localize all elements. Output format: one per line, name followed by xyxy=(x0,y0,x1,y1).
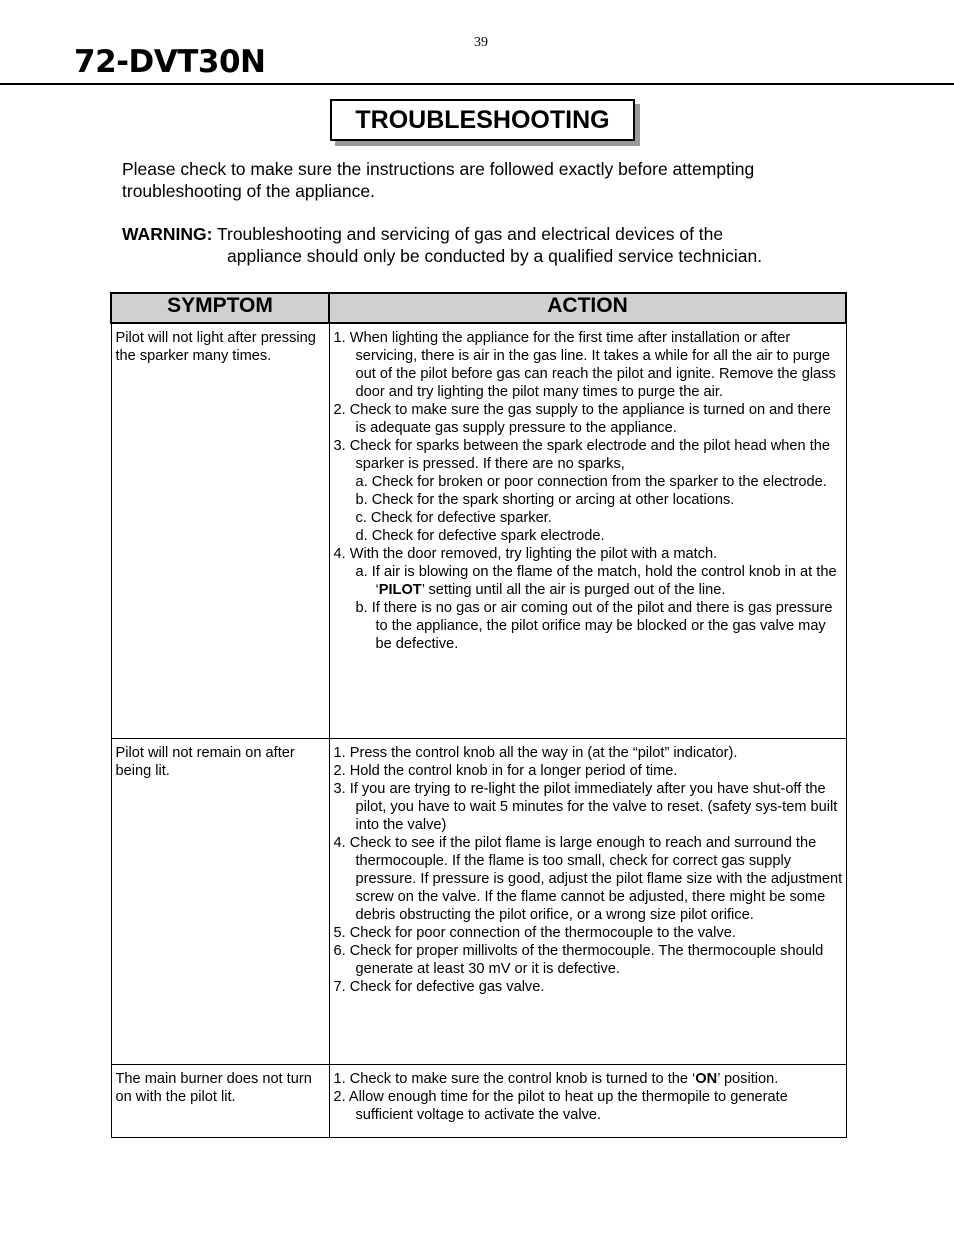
action-item: 2. Check to make sure the gas supply to the appliance is turned on and there is adequate gas supply pressure to the appliance. xyxy=(333,402,831,436)
intro-text: Please check to make sure the instructions are followed exactly before attempting troubleshooting of the appliance. xyxy=(122,159,755,201)
warning-line-1: Troubleshooting and servicing of gas and electrical devices of the xyxy=(212,224,724,244)
action-item: 6. Check for proper millivolts of the thermocouple. The thermocouple should generate at least 30 mV or it is defective. xyxy=(333,943,824,977)
action-item: 3. Check for sparks between the spark electrode and the pilot head when the sparker is pressed. If there are no sparks, xyxy=(333,438,830,472)
symptom-header: SYMPTOM xyxy=(111,293,329,323)
action-cell xyxy=(329,1065,846,1138)
table-header-row xyxy=(111,293,846,323)
action-item: 4. With the door removed, try lighting the pilot with a match. xyxy=(333,546,718,562)
symptom-cell: Pilot will not light after pressing the sparker many times. xyxy=(111,323,329,739)
warning-label: WARNING: xyxy=(122,224,213,244)
table-row xyxy=(111,739,846,1065)
table-row xyxy=(111,323,846,739)
action-emphasis: PILOT xyxy=(378,582,422,598)
action-item: d. Check for defective spark electrode. xyxy=(355,528,605,544)
section-title-box xyxy=(330,99,635,141)
troubleshooting-table xyxy=(110,292,847,1138)
page-number: 39 xyxy=(474,35,488,50)
symptom-cell: The main burner does not turn on with the pilot lit. xyxy=(111,1065,329,1138)
action-item: 2. Allow enough time for the pilot to heat up the thermopile to generate sufficient voltage to activate the valve. xyxy=(333,1089,788,1123)
warning-line-2: appliance should only be conducted by a qualified service technician. xyxy=(227,246,763,266)
action-item: 1. When lighting the appliance for the first time after installation or after servicing, there is air in the gas line. It takes a while for all the air to purge out of the pilot before gas can reach the pilot and ignite. Remove the glass door and try lighting the pilot many times to purge the air. xyxy=(333,330,836,400)
action-item: 5. Check for poor connection of the thermocouple to the valve. xyxy=(333,925,736,941)
action-cell xyxy=(329,739,846,1065)
action-item: a. Check for broken or poor connection from the sparker to the electrode. xyxy=(355,474,827,490)
action-header: ACTION xyxy=(329,293,846,323)
table-row xyxy=(111,1065,846,1138)
action-item: b. If there is no gas or air coming out of the pilot and there is gas pressure to the appliance, the pilot orifice may be blocked or the gas valve may be defective. xyxy=(355,600,833,652)
action-item: 4. Check to see if the pilot flame is large enough to reach and surround the thermocouple. If the flame is too small, check for correct gas supply pressure. If pressure is good, adjust the pilot flame size with the adjustment screw on the valve. If the flame cannot be adjusted, there might be some debris obstructing the pilot orifice, or a wrong size pilot orifice. xyxy=(333,835,843,923)
action-item: a. If air is blowing on the flame of the match, hold the control knob in at the ‘PILOT’ setting until all the air is purged out of the line. xyxy=(355,564,837,598)
action-cell xyxy=(329,323,846,739)
action-item: 7. Check for defective gas valve. xyxy=(333,979,545,995)
action-item: 1. Check to make sure the control knob is turned to the ‘ON’ position. xyxy=(333,1071,779,1087)
action-emphasis: ON xyxy=(695,1071,718,1087)
section-title: TROUBLESHOOTING xyxy=(330,99,635,141)
header-rule xyxy=(0,83,954,85)
action-item: 1. Press the control knob all the way in (at the “pilot” indicator). xyxy=(333,745,738,761)
action-item: c. Check for defective sparker. xyxy=(355,510,552,526)
symptom-cell: Pilot will not remain on after being lit. xyxy=(111,739,329,1065)
warning-block xyxy=(122,223,842,267)
action-item: 2. Hold the control knob in for a longer period of time. xyxy=(333,763,678,779)
action-item: 3. If you are trying to re-light the pilot immediately after you have shut-off the pilot, you have to wait 5 minutes for the valve to reset. (safety sys-tem built into the valve) xyxy=(333,781,838,833)
action-item: b. Check for the spark shorting or arcing at other locations. xyxy=(355,492,735,508)
model-title: 72-DVT30N xyxy=(74,44,266,80)
